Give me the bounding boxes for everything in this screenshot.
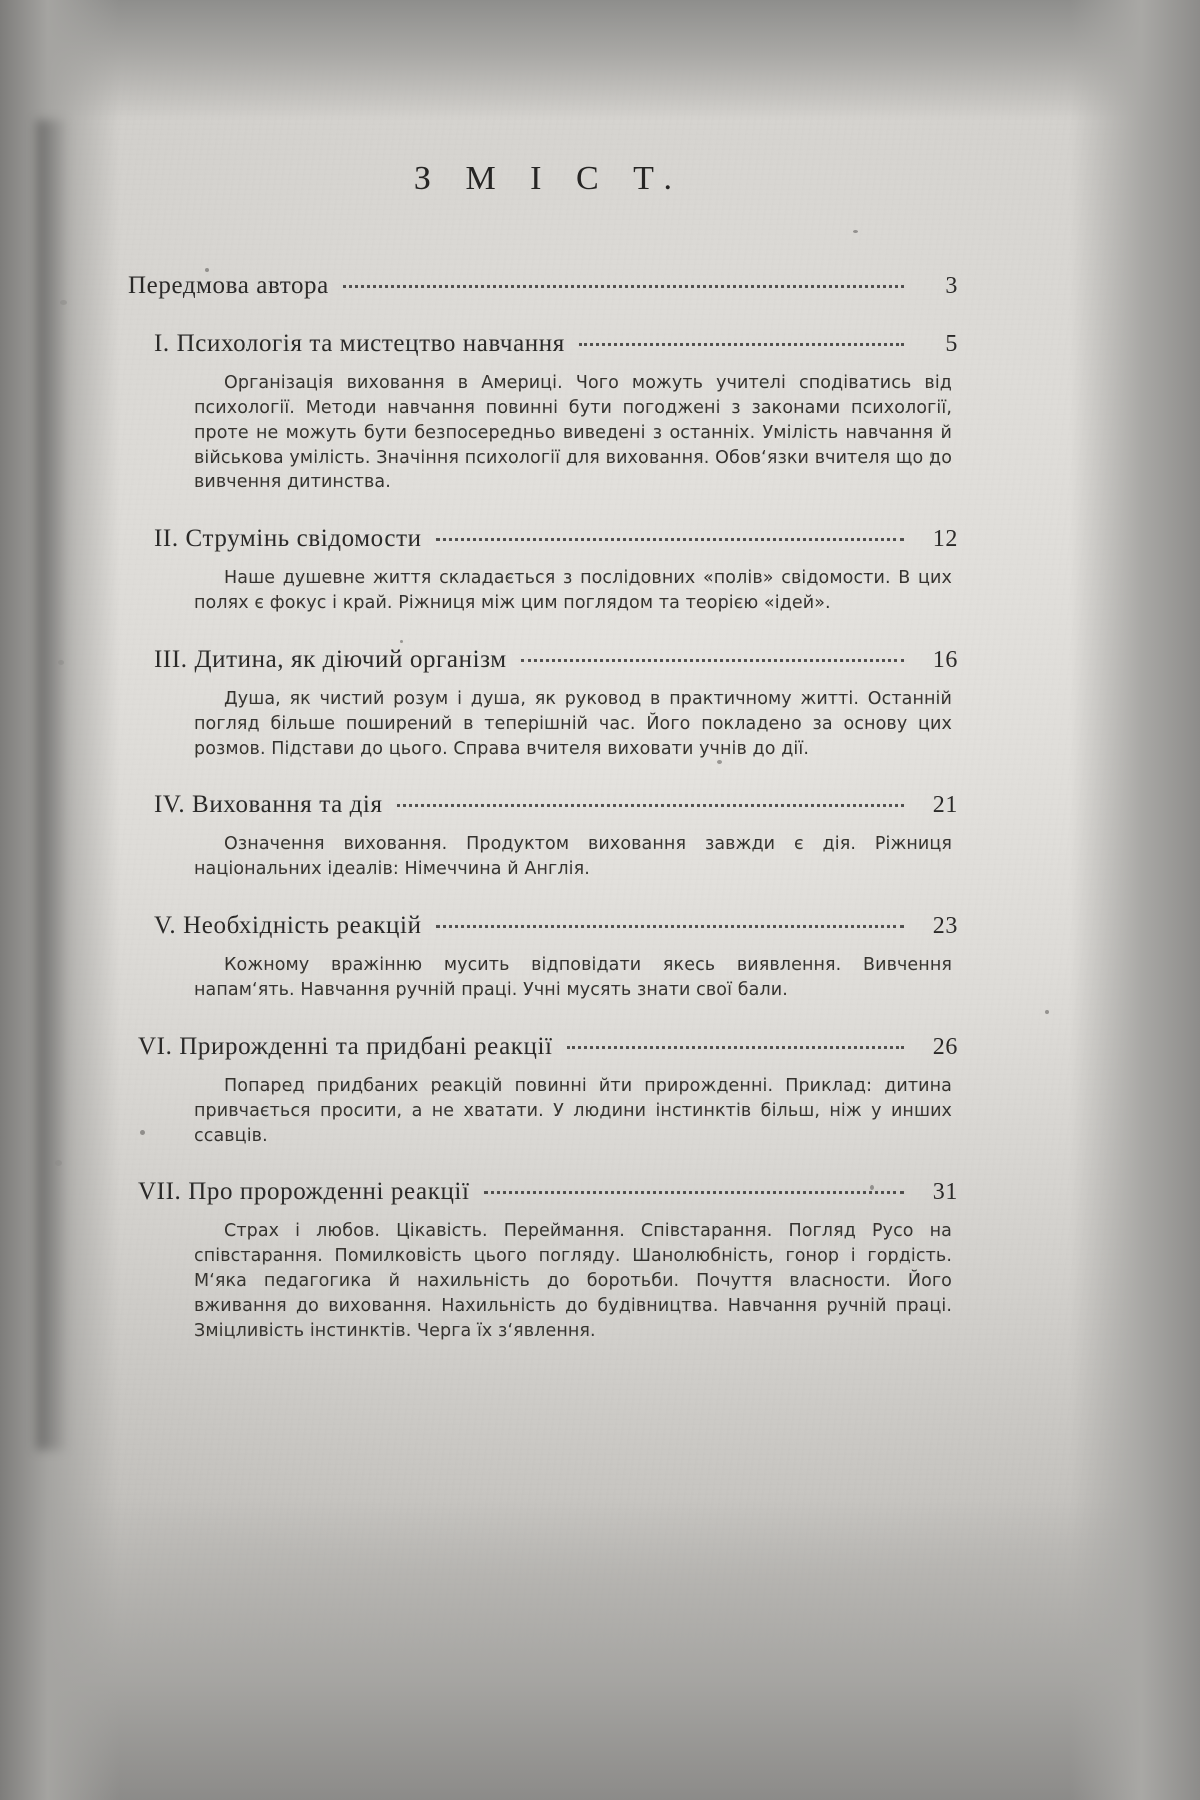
dot-leader <box>397 804 904 807</box>
scan-edge-bottom <box>0 1500 1200 1800</box>
toc-entry-preface[interactable] <box>128 272 958 300</box>
chapter-7-page-number: 31 <box>932 1179 958 1206</box>
chapter-3-page-number: 16 <box>932 646 958 673</box>
dot-leader <box>521 659 904 662</box>
chapter-5-description: Кожному вражінню мусить відповідати якесь виявлення. Вивчення напам‘ять. Навчання ручній праці. Учні мусять знати свої бали. <box>194 955 952 1000</box>
chapter-4-description: Означення виховання. Продуктом виховання завжди є дія. Ріжниця національних ідеалів: Німеччина й Англія. <box>194 834 952 880</box>
chapter-2-label: II. Струмінь свідомости <box>154 525 422 553</box>
book-spine-shadow <box>36 120 66 1450</box>
chapter-6-description: Попаред придбаних реакцій повинні йти прирожденні. Приклад: дитина привчається просити, а не хватати. У людини інстинктів більш, ніж у инших ссавців. <box>194 1075 952 1146</box>
dot-leader <box>343 285 904 288</box>
chapter-5-label: V. Необхідність реакцій <box>154 912 422 940</box>
toc-entry-chapter-7[interactable] <box>128 1178 958 1343</box>
dot-leader <box>567 1046 904 1049</box>
chapter-7-description: Страх і любов. Цікавість. Переймання. Співстарання. Погляд Русо на співстарання. Помилковість цього погляду. Шанолюбність, гонор і гордість. М‘яка педагогика й нахильність до боротьби. Почуття власности. Його вживання до виховання. Нахильність до будівництва. Навчання ручній праці. Зміцливість інстинктів. Черга їх з‘явлення. <box>194 1221 952 1341</box>
scan-edge-top <box>0 0 1200 120</box>
preface-label: Передмова автора <box>128 272 329 299</box>
preface-page-number: 3 <box>945 273 958 299</box>
chapter-2-description: Наше душевне життя складається з послідовних «полів» свідомости. В цих полях є фокус і край. Ріжниця між цим поглядом та теорією «ідей». <box>194 568 952 614</box>
toc-entry-chapter-4[interactable] <box>128 791 958 882</box>
chapter-5-page-number: 23 <box>932 913 958 940</box>
dot-leader <box>484 1191 904 1194</box>
page-title: З М І С Т. <box>413 160 686 197</box>
chapter-1-label: I. Психологія та мистецтво навчання <box>154 330 565 357</box>
chapter-4-label: IV. Виховання та дія <box>154 791 383 819</box>
chapter-1-description: Організація виховання в Америці. Чого можуть учителі сподіватись від психології. Методи навчання повинні бути погоджені з законами психології, проте не можуть бути безпосередньо виведені з останніх. Умілість навчання й військова умілість. Значіння психології для виховання. Обов‘язки вчителя що до вивчення дитинства. <box>194 373 952 493</box>
scan-edge-right <box>1070 0 1200 1800</box>
toc-entry-chapter-3[interactable] <box>128 646 958 762</box>
chapter-3-description: Душа, як чистий розум і душа, як руковод в практичному житті. Останній погляд більше поширений в теперішній час. Його покладено за основу цих розмов. Підстави до цього. Справа вчителя виховати учнів до дії. <box>194 688 952 759</box>
chapter-6-page-number: 26 <box>932 1033 958 1060</box>
paper-speck <box>1045 1010 1049 1014</box>
dot-leader <box>436 538 904 541</box>
chapter-4-page-number: 21 <box>932 792 958 819</box>
chapter-2-page-number: 12 <box>932 526 958 553</box>
toc-entry-chapter-2[interactable] <box>128 525 958 616</box>
dot-leader <box>436 925 904 928</box>
chapter-6-label: VI. Прирожденні та придбані реакції <box>138 1032 553 1060</box>
toc-entry-chapter-1[interactable] <box>128 330 958 495</box>
dot-leader <box>579 343 904 346</box>
chapter-1-page-number: 5 <box>945 331 958 357</box>
table-of-contents <box>128 160 958 1344</box>
chapter-7-label: VII. Про пророжденні реакції <box>138 1178 470 1206</box>
toc-entry-chapter-5[interactable] <box>128 912 958 1003</box>
toc-entry-chapter-6[interactable] <box>128 1033 958 1149</box>
chapter-3-label: III. Дитина, як діючий організм <box>154 645 507 673</box>
